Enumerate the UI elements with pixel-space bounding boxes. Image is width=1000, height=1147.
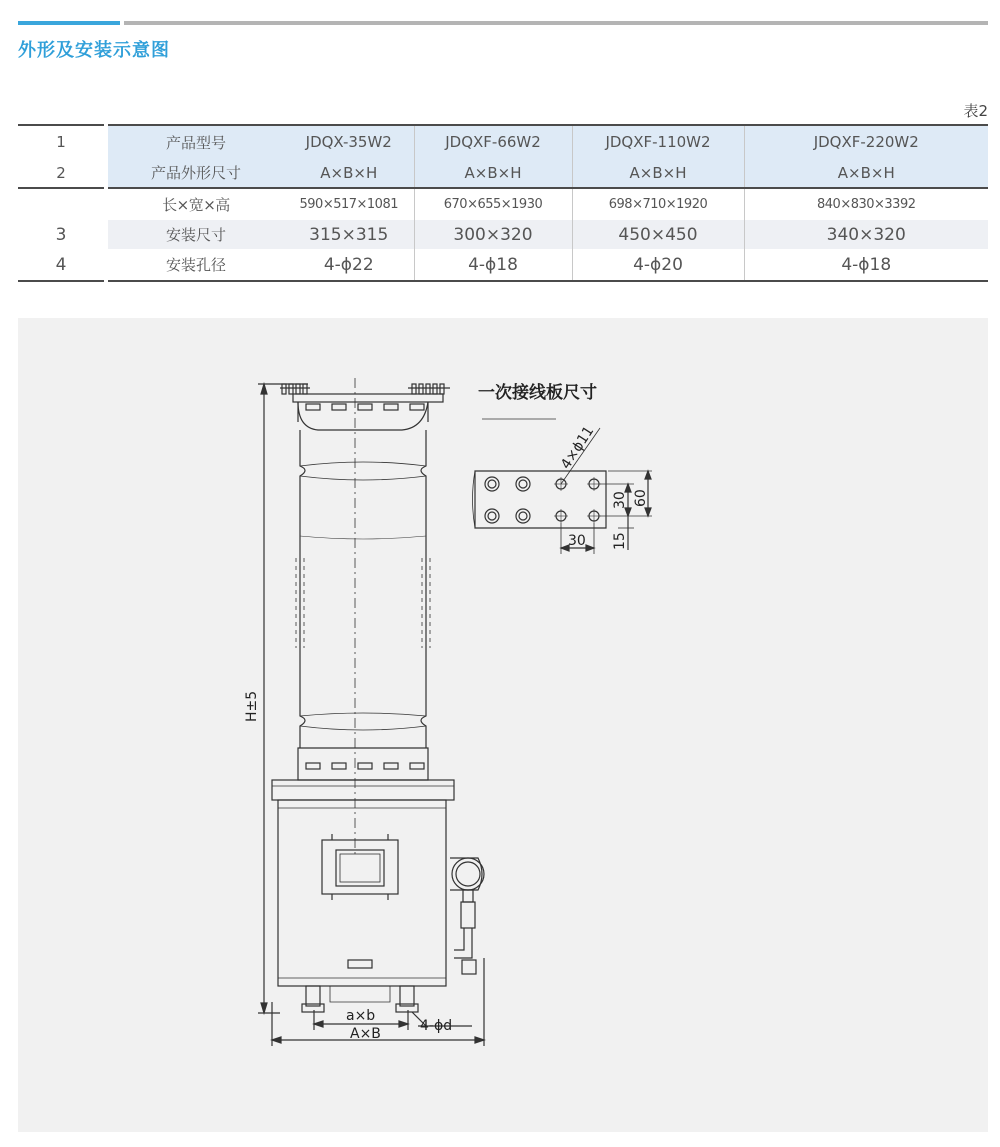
table-cell: JDQXF-110W2 — [572, 125, 744, 158]
table-row — [18, 188, 988, 220]
table-row — [18, 249, 988, 281]
table-cell: 4-ϕ18 — [414, 249, 572, 281]
table-cell: 315×315 — [284, 220, 414, 249]
hole-diameter-label: 4-ϕd — [420, 1018, 453, 1034]
table-cell: A×B×H — [744, 158, 988, 188]
row-number: 2 — [18, 158, 106, 188]
row-label: 长×宽×高 — [162, 196, 230, 214]
row-label: 安装尺寸 — [106, 220, 284, 249]
table-cell: 450×450 — [572, 220, 744, 249]
top-terminal-right — [408, 384, 450, 394]
installation-drawing — [18, 318, 988, 1132]
row-number: 3 — [18, 220, 106, 249]
table-cell: 698×710×1920 — [572, 188, 744, 220]
table-row — [18, 220, 988, 249]
row-label: 产品外形尺寸 — [106, 158, 284, 188]
ab-label: a×b — [346, 1008, 376, 1024]
plate-title: 一次接线板尺寸 — [478, 383, 597, 403]
installation-drawing-panel — [18, 318, 988, 1132]
row-number — [18, 188, 106, 220]
spec-table — [18, 124, 988, 282]
section-title: 外形及安装示意图 — [18, 40, 170, 61]
dim-60: 60 — [633, 489, 649, 507]
table-cell: 840×830×3392 — [744, 188, 988, 220]
table-caption: 表2 — [963, 102, 988, 120]
table-cell: 670×655×1930 — [414, 188, 572, 220]
dim-30-vertical: 30 — [612, 491, 628, 509]
table-row — [18, 125, 988, 158]
dim-30-horizontal: 30 — [568, 533, 586, 549]
table-cell: 590×517×1081 — [299, 197, 398, 212]
table-cell: 300×320 — [414, 220, 572, 249]
table-cell: A×B×H — [284, 158, 414, 188]
row-label: 产品型号 — [106, 125, 284, 158]
table-cell: A×B×H — [572, 158, 744, 188]
table-cell: JDQXF-220W2 — [744, 125, 988, 158]
hole-label: 4×ϕ11 — [557, 423, 598, 473]
top-terminal-left — [280, 384, 310, 394]
row-number: 1 — [18, 125, 106, 158]
table-cell: 340×320 — [744, 220, 988, 249]
row-number: 4 — [18, 249, 106, 281]
row-label: 安装孔径 — [106, 249, 284, 281]
AB-label: A×B — [350, 1026, 381, 1042]
header-accent-bar — [18, 21, 120, 25]
table-cell: 4-ϕ20 — [572, 249, 744, 281]
dim-15: 15 — [612, 532, 628, 550]
height-label: H±5 — [244, 690, 260, 722]
table-cell: JDQX-35W2 — [284, 125, 414, 158]
table-row — [18, 158, 988, 188]
header-rule — [124, 21, 988, 25]
table-cell: A×B×H — [414, 158, 572, 188]
table-cell: JDQXF-66W2 — [414, 125, 572, 158]
table-cell: 4-ϕ18 — [744, 249, 988, 281]
table-cell: 4-ϕ22 — [284, 249, 414, 281]
